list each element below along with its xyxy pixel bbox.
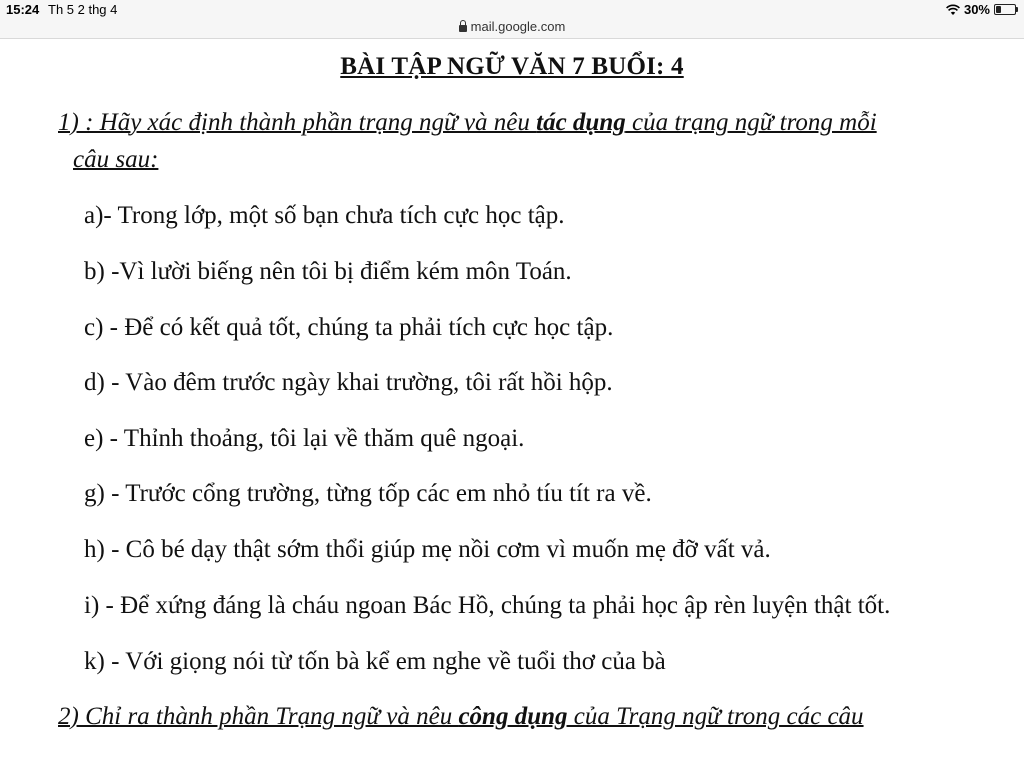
q2-text-pre: 2) Chỉ ra thành phần Trạng ngữ và nêu bbox=[58, 703, 459, 730]
question-1-heading bbox=[58, 109, 877, 137]
list-item: b) -Vì lười biếng nên tôi bị điểm kém môn Toán. bbox=[84, 258, 572, 285]
list-item: h) - Cô bé dạy thật sớm thổi giúp mẹ nồi cơm vì muốn mẹ đỡ vất vả. bbox=[84, 536, 771, 563]
wifi-icon bbox=[946, 4, 960, 16]
battery-level bbox=[996, 6, 1001, 13]
status-bar bbox=[0, 0, 1024, 39]
lock-icon bbox=[459, 25, 467, 32]
list-item: d) - Vào đêm trước ngày khai trường, tôi rất hồi hộp. bbox=[84, 369, 613, 396]
q1-text-bold: tác dụng bbox=[536, 109, 626, 136]
q1-text-pre: 1) : Hãy xác định thành phần trạng ngữ và nêu bbox=[58, 109, 537, 136]
address-bar[interactable] bbox=[0, 19, 1024, 34]
q2-text-bold: công dụng bbox=[458, 703, 568, 730]
question-1-heading-cont: câu sau: bbox=[73, 146, 159, 173]
address-url: mail.google.com bbox=[470, 19, 566, 34]
question-2-heading bbox=[58, 703, 864, 731]
list-item: i) - Để xứng đáng là cháu ngoan Bác Hồ, chúng ta phải học ập rèn luyện thật tốt. bbox=[84, 592, 891, 619]
list-item: c) - Để có kết quả tốt, chúng ta phải tích cực học tập. bbox=[84, 314, 614, 341]
status-time: 15:24 bbox=[6, 2, 40, 17]
status-date: Th 5 2 thg 4 bbox=[48, 2, 118, 17]
q2-text-post: của Trạng ngữ trong các câu bbox=[567, 703, 864, 730]
q1-text-post: của trạng ngữ trong mỗi bbox=[625, 109, 877, 136]
battery-icon bbox=[994, 4, 1016, 15]
list-item: k) - Với giọng nói từ tốn bà kể em nghe về tuổi thơ của bà bbox=[84, 648, 666, 675]
list-item: g) - Trước cổng trường, từng tốp các em nhỏ tíu tít ra về. bbox=[84, 480, 652, 507]
status-indicators bbox=[946, 2, 1016, 17]
list-item: a)- Trong lớp, một số bạn chưa tích cực học tập. bbox=[84, 202, 565, 229]
document-title: BÀI TẬP NGỮ VĂN 7 BUỔI: 4 bbox=[340, 53, 684, 80]
battery-percent: 30% bbox=[963, 2, 990, 17]
document-page bbox=[0, 39, 1024, 768]
list-item: e) - Thỉnh thoảng, tôi lại về thăm quê ngoại. bbox=[84, 425, 525, 452]
